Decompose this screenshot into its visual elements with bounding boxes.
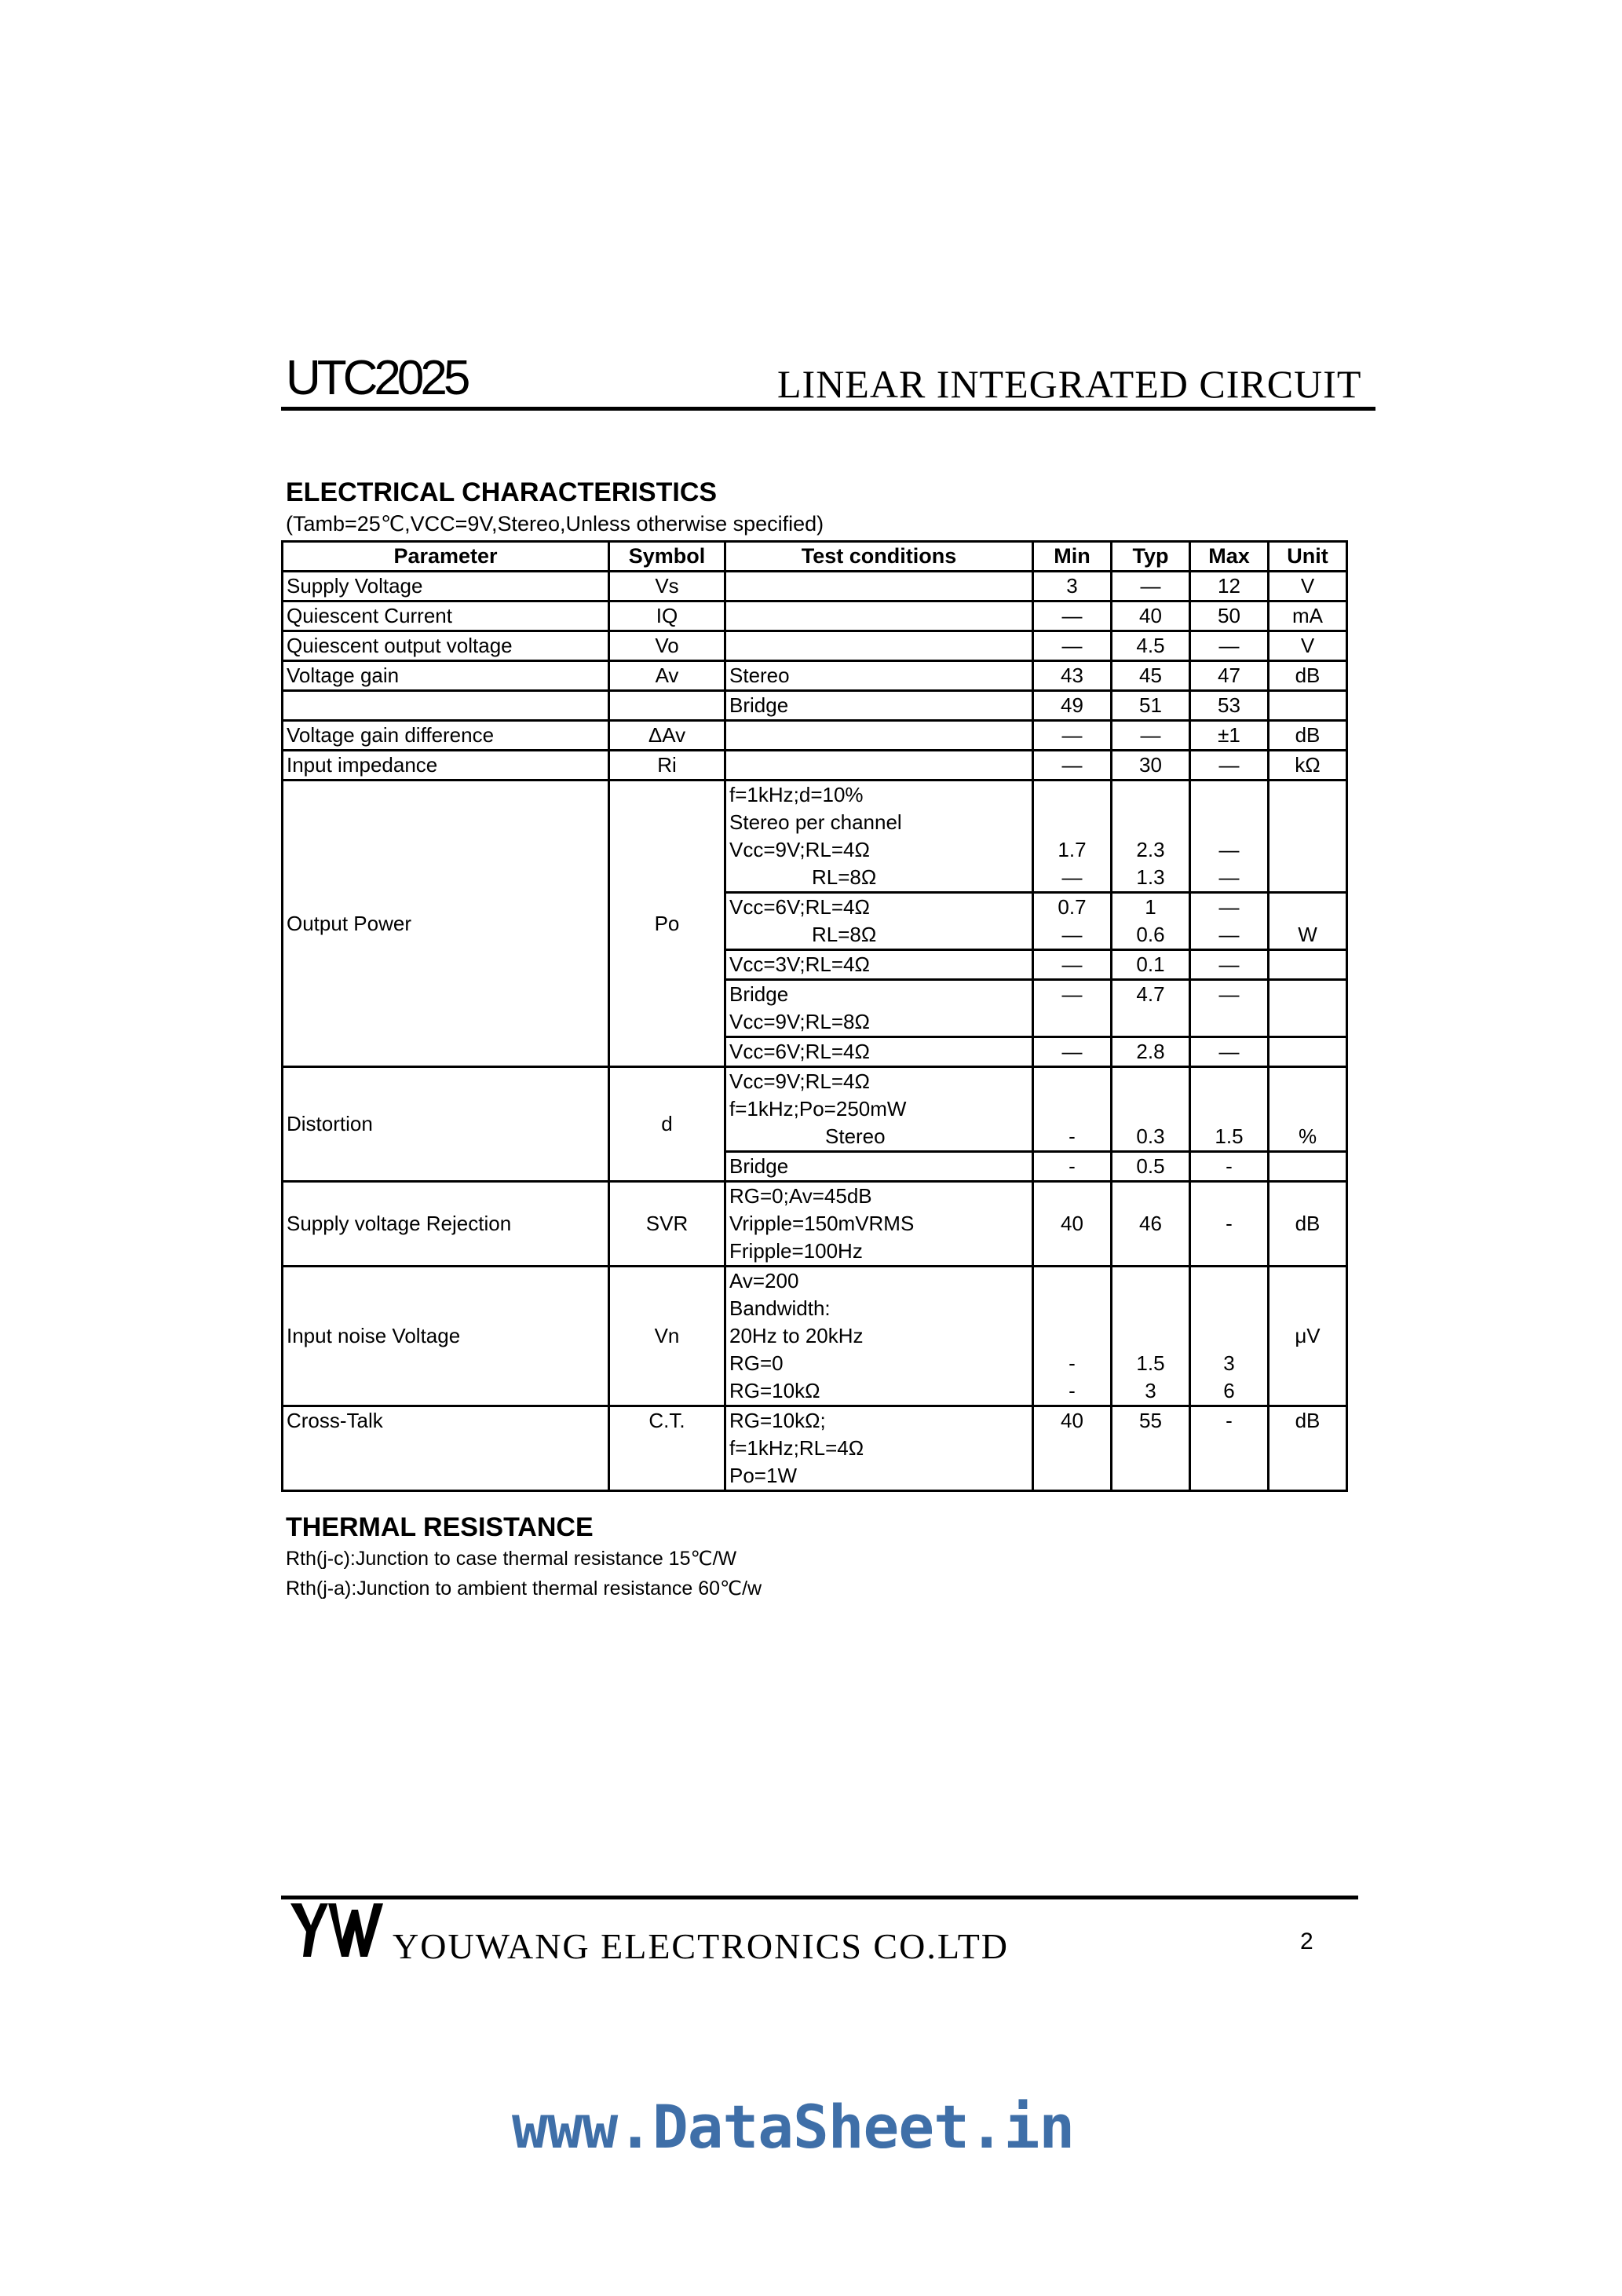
- min: [1033, 893, 1112, 950]
- unit: W: [1269, 893, 1347, 950]
- table-row: [283, 661, 1347, 691]
- cond: [725, 1067, 1033, 1152]
- unit: dB: [1269, 721, 1347, 751]
- max: —: [1190, 1037, 1269, 1067]
- typ: [1112, 781, 1190, 893]
- cond: [725, 1267, 1033, 1406]
- value: -: [1069, 1351, 1076, 1375]
- typ: 4.7: [1112, 980, 1190, 1037]
- col-header: Typ: [1112, 542, 1190, 572]
- cond-line: RG=10kΩ: [729, 1379, 820, 1402]
- typ: 46: [1112, 1182, 1190, 1267]
- param: Voltage gain: [283, 661, 609, 691]
- unit: μV: [1269, 1267, 1347, 1406]
- watermark-link[interactable]: www.DataSheet.in: [512, 2092, 1075, 2162]
- symbol: Av: [609, 661, 725, 691]
- section-conditions: (Tamb=25℃,VCC=9V,Stereo,Unless otherwise specified): [286, 512, 824, 536]
- cond: Stereo: [725, 661, 1033, 691]
- typ: 0.3: [1112, 1067, 1190, 1152]
- cond: [725, 1406, 1033, 1491]
- typ: —: [1112, 721, 1190, 751]
- cond-line: RG=0: [729, 1351, 784, 1375]
- unit: [1269, 1152, 1347, 1182]
- value: -: [1069, 1379, 1076, 1402]
- unit: dB: [1269, 1406, 1347, 1491]
- cond-line: Vcc=9V;RL=4Ω: [729, 838, 870, 861]
- cond-line: Vcc=6V;RL=4Ω: [729, 895, 870, 919]
- unit: [1269, 691, 1347, 721]
- cond: [725, 781, 1033, 893]
- max: 1.5: [1190, 1067, 1269, 1152]
- table-row: [283, 691, 1347, 721]
- value: —: [1061, 865, 1083, 889]
- symbol: d: [609, 1067, 725, 1182]
- unit: dB: [1269, 661, 1347, 691]
- thermal-line: Rth(j-a):Junction to ambient thermal resistance 60℃/w: [286, 1578, 762, 1600]
- unit: [1269, 950, 1347, 980]
- electrical-characteristics-table: [281, 540, 1348, 1492]
- typ: 0.5: [1112, 1152, 1190, 1182]
- cond-line: f=1kHz;Po=250mW: [729, 1097, 907, 1121]
- unit: V: [1269, 572, 1347, 601]
- symbol: IQ: [609, 601, 725, 631]
- min: —: [1033, 631, 1112, 661]
- cond: [725, 893, 1033, 950]
- typ: 2.8: [1112, 1037, 1190, 1067]
- cond-line: Bridge: [729, 982, 789, 1006]
- table-row: [283, 601, 1347, 631]
- cond-line: Stereo: [825, 1124, 886, 1148]
- min: —: [1033, 950, 1112, 980]
- cond-line: Vcc=9V;RL=4Ω: [729, 1069, 870, 1093]
- table-row: [283, 1067, 1347, 1152]
- value: 0.6: [1136, 923, 1165, 946]
- cond-line: Bandwidth:: [729, 1296, 831, 1320]
- cond: [725, 721, 1033, 751]
- max: 47: [1190, 661, 1269, 691]
- company-name: YOUWANG ELECTRONICS CO.LTD: [393, 1926, 1010, 1966]
- max: ±1: [1190, 721, 1269, 751]
- category-title: LINEAR INTEGRATED CIRCUIT: [777, 362, 1362, 406]
- param: Quiescent output voltage: [283, 631, 609, 661]
- min: -: [1033, 1067, 1112, 1152]
- max: [1190, 1267, 1269, 1406]
- value: 1.7: [1058, 838, 1087, 861]
- param: Input noise Voltage: [283, 1267, 609, 1406]
- section-title-electrical: ELECTRICAL CHARACTERISTICS: [286, 477, 718, 507]
- cond: Vcc=3V;RL=4Ω: [725, 950, 1033, 980]
- section-title-thermal: THERMAL RESISTANCE: [286, 1512, 594, 1542]
- max: -: [1190, 1182, 1269, 1267]
- table-row: [283, 1267, 1347, 1406]
- typ: [1112, 1267, 1190, 1406]
- typ: 40: [1112, 601, 1190, 631]
- table-row: [283, 721, 1347, 751]
- symbol: [609, 691, 725, 721]
- value: 3: [1145, 1379, 1156, 1402]
- value: 1.3: [1136, 865, 1165, 889]
- param: Cross-Talk: [283, 1406, 609, 1491]
- unit: V: [1269, 631, 1347, 661]
- cond-line: f=1kHz;d=10%: [729, 783, 864, 806]
- min: 3: [1033, 572, 1112, 601]
- cond-line: Fripple=100Hz: [729, 1239, 863, 1263]
- table-header-row: [283, 542, 1347, 572]
- min: 40: [1033, 1182, 1112, 1267]
- cond-line: Av=200: [729, 1269, 799, 1292]
- max: —: [1190, 980, 1269, 1037]
- cond-line: Vcc=9V;RL=8Ω: [729, 1010, 870, 1033]
- symbol: Vo: [609, 631, 725, 661]
- table-row: [283, 781, 1347, 893]
- col-header: Symbol: [609, 542, 725, 572]
- min: —: [1033, 980, 1112, 1037]
- max: —: [1190, 631, 1269, 661]
- cond-line: RG=0;Av=45dB: [729, 1184, 872, 1208]
- symbol: Vs: [609, 572, 725, 601]
- symbol: C.T.: [609, 1406, 725, 1491]
- cond-line: RG=10kΩ;: [729, 1409, 826, 1432]
- min: 49: [1033, 691, 1112, 721]
- min: [1033, 1267, 1112, 1406]
- value: 2.3: [1136, 838, 1165, 861]
- cond: [725, 751, 1033, 781]
- value: 0.7: [1058, 895, 1087, 919]
- col-header: Parameter: [283, 542, 609, 572]
- typ: 45: [1112, 661, 1190, 691]
- value: 1.5: [1136, 1351, 1165, 1375]
- page-number: 2: [1300, 1929, 1313, 1954]
- param: Output Power: [283, 781, 609, 1067]
- col-header: Max: [1190, 542, 1269, 572]
- min: —: [1033, 601, 1112, 631]
- cond-line: RL=8Ω: [812, 865, 877, 889]
- param: Quiescent Current: [283, 601, 609, 631]
- value: —: [1218, 923, 1240, 946]
- unit: dB: [1269, 1182, 1347, 1267]
- typ: 30: [1112, 751, 1190, 781]
- typ: 51: [1112, 691, 1190, 721]
- symbol: Vn: [609, 1267, 725, 1406]
- table-row: [283, 1406, 1347, 1491]
- min: -: [1033, 1152, 1112, 1182]
- param: Distortion: [283, 1067, 609, 1182]
- header-rule: [281, 407, 1375, 411]
- cond: [725, 572, 1033, 601]
- max: -: [1190, 1406, 1269, 1491]
- col-header: Test conditions: [725, 542, 1033, 572]
- max: —: [1190, 751, 1269, 781]
- param: Supply Voltage: [283, 572, 609, 601]
- min: —: [1033, 751, 1112, 781]
- part-number: UTC2025: [286, 351, 467, 405]
- col-header: Min: [1033, 542, 1112, 572]
- unit: [1269, 1037, 1347, 1067]
- symbol: ΔAv: [609, 721, 725, 751]
- cond-line: RL=8Ω: [812, 923, 877, 946]
- param: [283, 691, 609, 721]
- symbol: SVR: [609, 1182, 725, 1267]
- cond: [725, 601, 1033, 631]
- cond: Vcc=6V;RL=4Ω: [725, 1037, 1033, 1067]
- table-row: [283, 751, 1347, 781]
- unit: %: [1269, 1067, 1347, 1152]
- min: [1033, 781, 1112, 893]
- value: —: [1218, 838, 1240, 861]
- unit: kΩ: [1269, 751, 1347, 781]
- min: —: [1033, 721, 1112, 751]
- min: 43: [1033, 661, 1112, 691]
- max: -: [1190, 1152, 1269, 1182]
- value: 3: [1223, 1351, 1235, 1375]
- typ: —: [1112, 572, 1190, 601]
- unit: mA: [1269, 601, 1347, 631]
- symbol: Po: [609, 781, 725, 1067]
- yw-logo-icon: [287, 1899, 386, 1961]
- col-header: Unit: [1269, 542, 1347, 572]
- value: 1: [1145, 895, 1156, 919]
- typ: 0.1: [1112, 950, 1190, 980]
- value: —: [1218, 895, 1240, 919]
- cond-line: f=1kHz;RL=4Ω: [729, 1436, 864, 1460]
- cond: [725, 631, 1033, 661]
- footer-rule: [281, 1896, 1358, 1899]
- max: 12: [1190, 572, 1269, 601]
- cond-line: Vripple=150mVRMS: [729, 1212, 915, 1235]
- max: 50: [1190, 601, 1269, 631]
- max: —: [1190, 950, 1269, 980]
- max: [1190, 781, 1269, 893]
- cond: [725, 980, 1033, 1037]
- param: Voltage gain difference: [283, 721, 609, 751]
- table-row: [283, 631, 1347, 661]
- cond: Bridge: [725, 691, 1033, 721]
- unit: [1269, 781, 1347, 893]
- cond-line: Stereo per channel: [729, 810, 902, 834]
- cond: [725, 1182, 1033, 1267]
- param: Input impedance: [283, 751, 609, 781]
- min: —: [1033, 1037, 1112, 1067]
- unit: [1269, 980, 1347, 1037]
- value: —: [1218, 865, 1240, 889]
- thermal-line: Rth(j-c):Junction to case thermal resistance 15℃/W: [286, 1548, 737, 1570]
- typ: [1112, 893, 1190, 950]
- cond-line: 20Hz to 20kHz: [729, 1324, 864, 1347]
- symbol: Ri: [609, 751, 725, 781]
- cond: Bridge: [725, 1152, 1033, 1182]
- min: 40: [1033, 1406, 1112, 1491]
- max: 53: [1190, 691, 1269, 721]
- table-row: [283, 572, 1347, 601]
- typ: 4.5: [1112, 631, 1190, 661]
- max: [1190, 893, 1269, 950]
- typ: 55: [1112, 1406, 1190, 1491]
- value: 6: [1223, 1379, 1235, 1402]
- table-row: [283, 1182, 1347, 1267]
- cond-line: Po=1W: [729, 1464, 797, 1487]
- param: Supply voltage Rejection: [283, 1182, 609, 1267]
- value: —: [1061, 923, 1083, 946]
